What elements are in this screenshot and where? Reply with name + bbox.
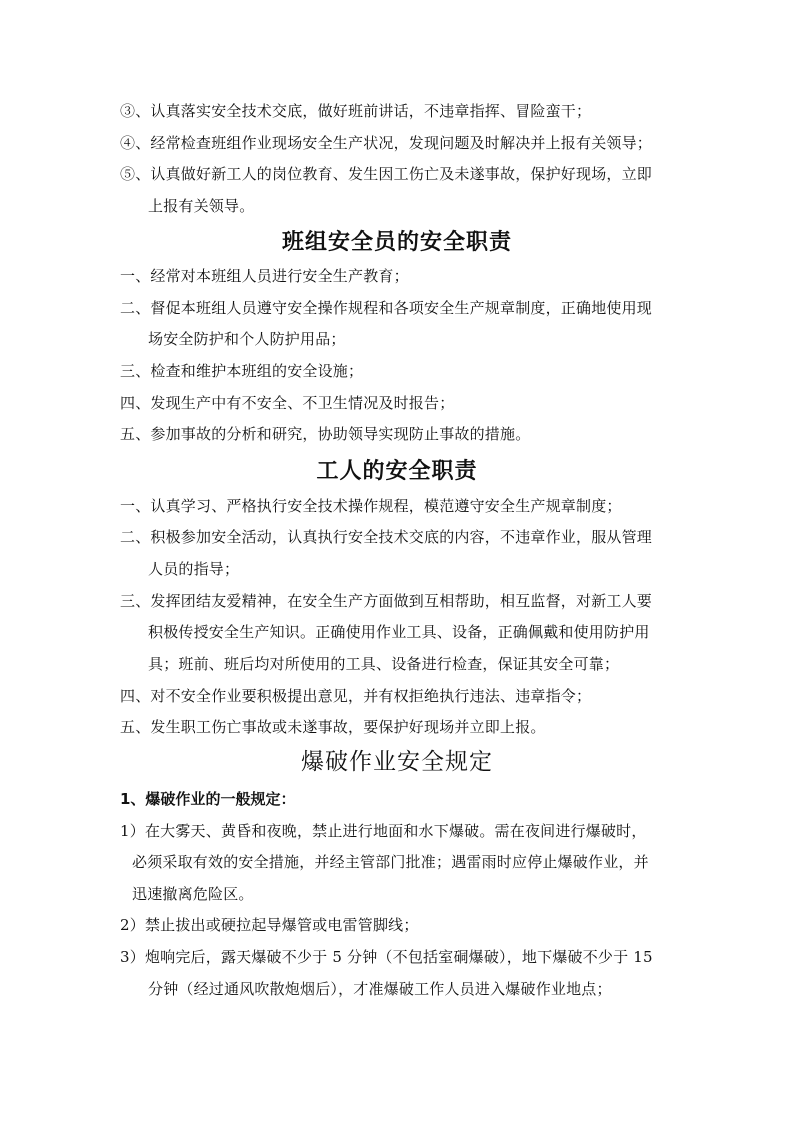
officer-duty-4: 四、发现生产中有不安全、不卫生情况及时报告； <box>120 394 455 412</box>
blasting-rule-1-cont2: 迅速撤离危险区。 <box>132 885 254 903</box>
blasting-rule-1: 1）在大雾天、黄昏和夜晚，禁止进行地面和水下爆破。需在夜间进行爆破时， <box>120 822 647 840</box>
officer-duty-1: 一、经常对本班组人员进行安全生产教育； <box>120 267 409 285</box>
worker-duty-3: 三、发挥团结友爱精神，在安全生产方面做到互相帮助，相互监督，对新工人要 <box>120 592 653 610</box>
officer-duty-2: 二、督促本班组人员遵守安全操作规程和各项安全生产规章制度，正确地使用现 <box>120 299 653 317</box>
officer-duty-2-cont: 场安全防护和个人防护用品； <box>148 330 346 348</box>
officer-duty-3: 三、检查和维护本班组的安全设施； <box>120 362 364 380</box>
blasting-rule-1-cont1: 必须采取有效的安全措施，并经主管部门批准；遇雷雨时应停止爆破作业，并 <box>132 853 649 871</box>
worker-duty-3-cont1: 积极传授安全生产知识。正确使用作业工具、设备，正确佩戴和使用防护用 <box>148 623 650 641</box>
section-title-blasting-safety: 爆破作业安全规定 <box>301 749 493 775</box>
blasting-rule-2: 2）禁止拔出或硬拉起导爆管或电雷管脚线； <box>120 916 419 934</box>
section-title-team-safety-officer: 班组安全员的安全职责 <box>281 230 512 255</box>
worker-duty-1: 一、认真学习、严格执行安全技术操作规程，模范遵守安全生产规章制度； <box>120 497 622 515</box>
blasting-rule-3-cont: 分钟（经过通风吹散炮烟后），才准爆破工作人员进入爆破作业地点； <box>148 980 612 998</box>
worker-duty-3-cont2: 具；班前、班后均对所使用的工具、设备进行检查，保证其安全可靠； <box>148 655 620 673</box>
section-title-worker-safety: 工人的安全职责 <box>316 459 478 484</box>
worker-duty-5: 五、发生职工伤亡事故或未遂事故，要保护好现场并立即上报。 <box>120 718 546 736</box>
officer-duty-5: 五、参加事故的分析和研究，协助领导实现防止事故的措施。 <box>120 425 531 443</box>
blasting-subtitle: 1、爆破作业的一般规定： <box>120 790 296 808</box>
duty-item-4: ④、经常检查班组作业现场安全生产状况，发现问题及时解决并上报有关领导； <box>120 134 653 152</box>
duty-item-5: ⑤、认真做好新工人的岗位教育、发生因工伤亡及未遂事故，保护好现场，立即 <box>120 165 653 183</box>
worker-duty-4: 四、对不安全作业要积极提出意见，并有权拒绝执行违法、违章指令； <box>120 687 592 705</box>
duty-item-5-cont: 上报有关领导。 <box>148 197 255 215</box>
duty-item-3: ③、认真落实安全技术交底，做好班前讲话，不违章指挥、冒险蛮干； <box>120 102 592 120</box>
blasting-rule-3: 3）炮响完后，露天爆破不少于 5 分钟（不包括室硐爆破），地下爆破不少于 15 <box>120 948 653 966</box>
worker-duty-2: 二、积极参加安全活动，认真执行安全技术交底的内容，不违章作业，服从管理 <box>120 528 653 546</box>
worker-duty-2-cont: 人员的指导； <box>148 560 240 578</box>
